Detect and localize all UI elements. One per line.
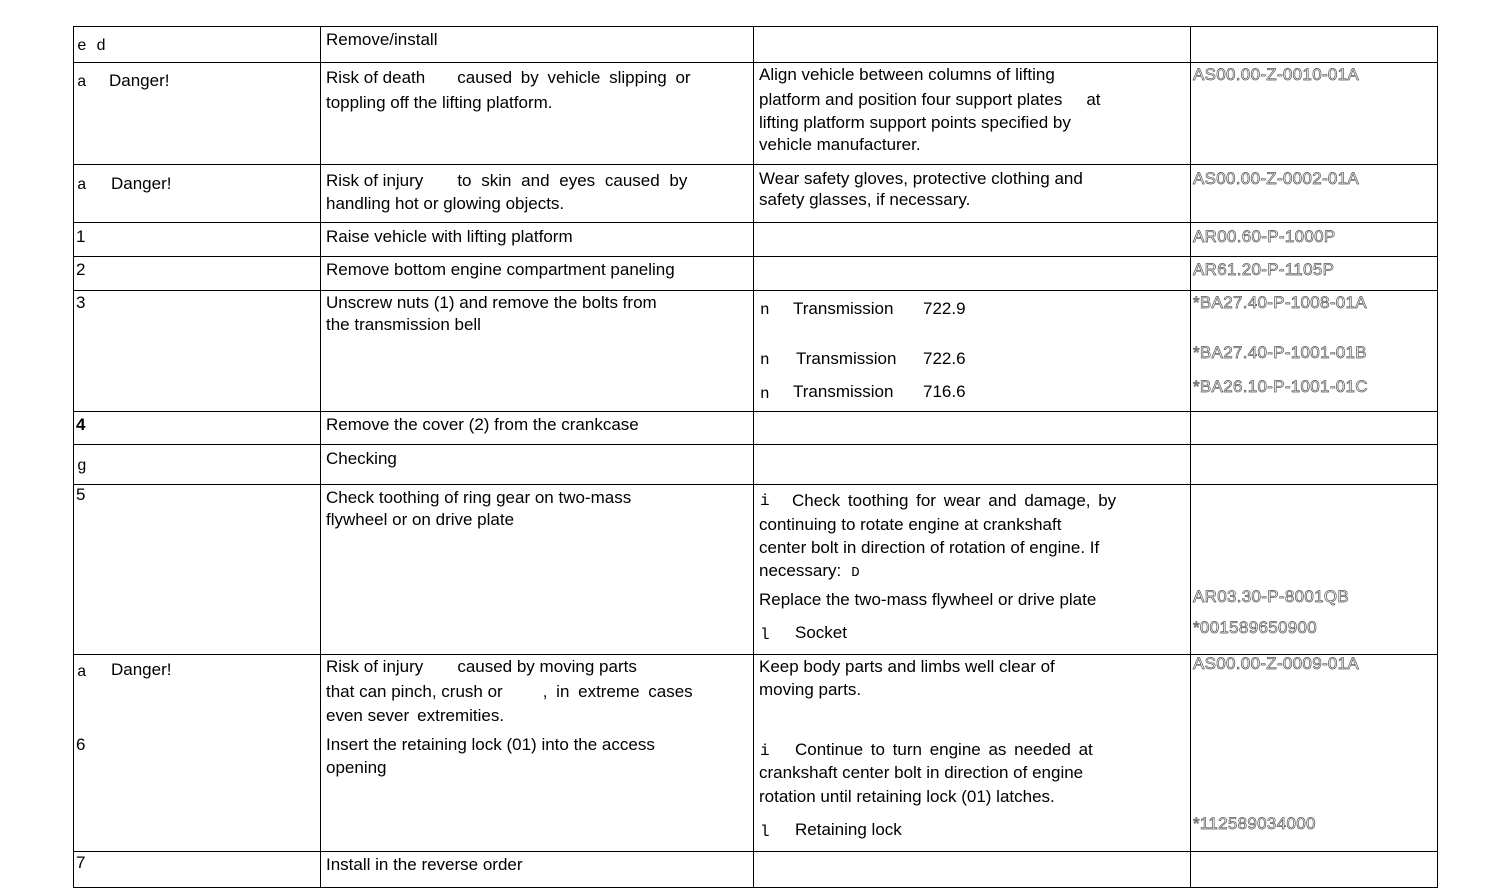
column-divider bbox=[320, 26, 321, 888]
reference-link[interactable]: AR03.30-P-8001QB bbox=[1193, 587, 1349, 606]
action-text: toppling off the lifting platform. bbox=[326, 93, 553, 112]
reference-link[interactable]: *BA27.40-P-1001-01B bbox=[1193, 343, 1367, 362]
item-label: Transmission bbox=[793, 382, 894, 401]
table-border-bottom bbox=[73, 887, 1438, 888]
action-text: Risk of injury caused by moving parts bbox=[326, 657, 637, 676]
note-text: Replace the two-mass flywheel or drive plate bbox=[759, 590, 1097, 609]
tool-label: Retaining lock bbox=[795, 820, 902, 839]
action-text: even sever extremities. bbox=[326, 706, 505, 725]
reference-link[interactable]: *112589034000 bbox=[1193, 814, 1316, 833]
reference-link[interactable]: AR00.60-P-1000P bbox=[1193, 227, 1336, 246]
action-text: handling hot or glowing objects. bbox=[326, 194, 565, 213]
step-number: 2 bbox=[76, 260, 86, 279]
action-text: Risk of death caused by vehicle slipping or bbox=[326, 68, 691, 87]
note-text: Keep body parts and limbs well clear of bbox=[759, 657, 1055, 676]
action-text: Risk of injury to skin and eyes caused by bbox=[326, 171, 688, 190]
reference-link[interactable]: *BA26.10-P-1001-01C bbox=[1193, 377, 1368, 396]
note-text: moving parts. bbox=[759, 680, 862, 699]
section-glyph: g bbox=[77, 457, 87, 475]
note-text: lifting platform support points specified by bbox=[759, 113, 1071, 132]
step-number: 1 bbox=[76, 227, 86, 246]
note-text: continuing to rotate engine at crankshaft bbox=[759, 515, 1062, 534]
action-text: Remove bottom engine compartment paneling bbox=[326, 260, 675, 279]
note-text: Check toothing for wear and damage, by bbox=[792, 491, 1117, 510]
reference-link[interactable]: AS00.00-Z-0009-01A bbox=[1193, 654, 1360, 673]
bullet-icon: n bbox=[760, 385, 770, 403]
action-text: Raise vehicle with lifting platform bbox=[326, 227, 573, 246]
note-text: Wear safety gloves, protective clothing and bbox=[759, 169, 1083, 188]
column-divider bbox=[753, 26, 754, 888]
reference-link[interactable]: *BA27.40-P-1008-01A bbox=[1193, 293, 1367, 312]
action-text: Install in the reverse order bbox=[326, 855, 523, 874]
arrow-icon: D bbox=[851, 565, 860, 581]
reference-link[interactable]: *001589650900 bbox=[1193, 618, 1317, 637]
row-divider bbox=[73, 62, 1438, 63]
item-label: Transmission bbox=[796, 349, 897, 368]
tool-label: Socket bbox=[795, 623, 847, 642]
section-title: Checking bbox=[326, 449, 397, 468]
step-number: 7 bbox=[76, 853, 86, 872]
action-text: the transmission bell bbox=[326, 315, 481, 334]
step-number: 3 bbox=[76, 293, 86, 312]
item-value: 722.6 bbox=[923, 349, 966, 368]
note-text: safety glasses, if necessary. bbox=[759, 190, 971, 209]
item-value: 716.6 bbox=[923, 382, 966, 401]
row-divider bbox=[73, 256, 1438, 257]
action-text: Check toothing of ring gear on two-mass bbox=[326, 488, 632, 507]
action-text: Unscrew nuts (1) and remove the bolts from bbox=[326, 293, 657, 312]
step-number: 6 bbox=[76, 735, 86, 754]
info-icon: i bbox=[760, 742, 770, 760]
danger-label: Danger! bbox=[111, 660, 172, 679]
danger-icon: a bbox=[77, 176, 87, 194]
bullet-icon: n bbox=[760, 301, 770, 319]
step-number: 4 bbox=[76, 415, 86, 434]
action-text: Insert the retaining lock (01) into the access bbox=[326, 735, 655, 754]
item-value: 722.9 bbox=[923, 299, 966, 318]
reference-link[interactable]: AR61.20-P-1105P bbox=[1193, 260, 1335, 279]
row-divider bbox=[73, 164, 1438, 165]
danger-label: Danger! bbox=[109, 71, 170, 90]
note-text: platform and position four support plates at bbox=[759, 90, 1101, 109]
note-text: necessary: D bbox=[759, 561, 860, 581]
info-icon: i bbox=[760, 492, 770, 510]
danger-icon: a bbox=[77, 663, 87, 681]
action-text: that can pinch, crush or , in extreme cases bbox=[326, 682, 693, 701]
action-text: opening bbox=[326, 758, 387, 777]
row-divider bbox=[73, 290, 1438, 291]
row-divider bbox=[73, 222, 1438, 223]
section-glyph: e d bbox=[77, 37, 106, 55]
item-label: Transmission bbox=[793, 299, 894, 318]
note-text: Continue to turn engine as needed at bbox=[795, 740, 1093, 759]
row-divider bbox=[73, 851, 1438, 852]
note-text: Align vehicle between columns of lifting bbox=[759, 65, 1055, 84]
section-title: Remove/install bbox=[326, 30, 438, 49]
note-text: crankshaft center bolt in direction of engine bbox=[759, 763, 1084, 782]
note-text: rotation until retaining lock (01) latches. bbox=[759, 787, 1055, 806]
action-text: Remove the cover (2) from the crankcase bbox=[326, 415, 639, 434]
note-text: center bolt in direction of rotation of engine. If bbox=[759, 538, 1100, 557]
step-number: 5 bbox=[76, 485, 86, 504]
action-text: flywheel or on drive plate bbox=[326, 510, 515, 529]
table-border-top bbox=[73, 26, 1438, 27]
reference-link[interactable]: AS00.00-Z-0010-01A bbox=[1193, 65, 1360, 84]
row-divider bbox=[73, 411, 1438, 412]
tool-icon: l bbox=[760, 626, 770, 644]
table-border-left bbox=[73, 26, 74, 888]
danger-label: Danger! bbox=[111, 174, 172, 193]
column-divider bbox=[1190, 26, 1191, 888]
row-divider bbox=[73, 444, 1438, 445]
note-text: vehicle manufacturer. bbox=[759, 135, 921, 154]
reference-link[interactable]: AS00.00-Z-0002-01A bbox=[1193, 169, 1360, 188]
tool-icon: l bbox=[760, 823, 770, 841]
table-border-right bbox=[1437, 26, 1438, 888]
row-divider bbox=[73, 484, 1438, 485]
bullet-icon: n bbox=[760, 351, 770, 369]
danger-icon: a bbox=[77, 73, 87, 91]
